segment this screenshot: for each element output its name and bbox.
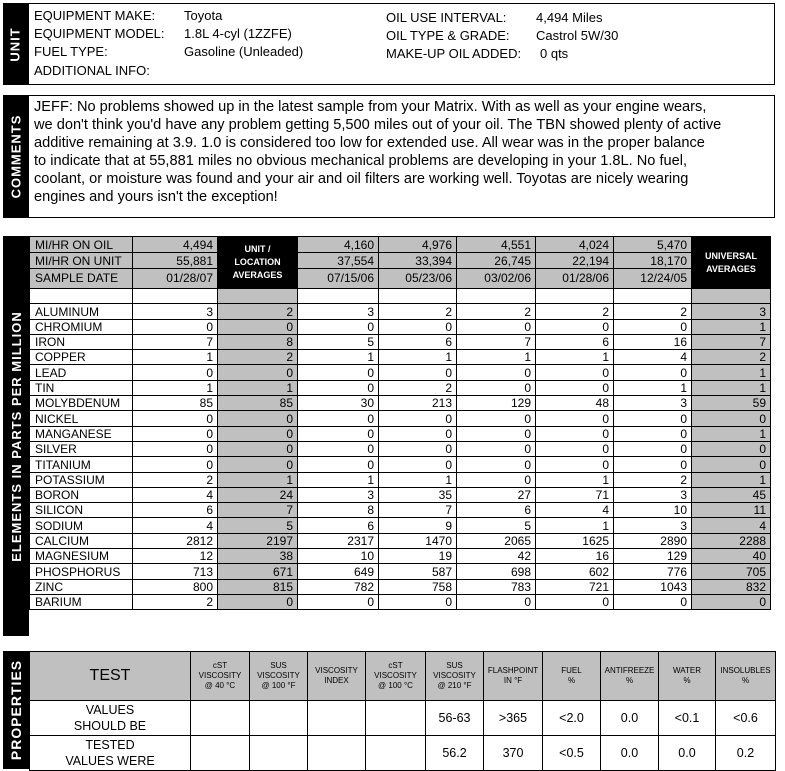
element-name: BORON	[30, 487, 133, 502]
sample-value: 1625	[536, 533, 614, 548]
current-sample-date: 01/28/07	[133, 269, 218, 289]
sample-value: 5	[298, 334, 379, 349]
sample-value: 7	[379, 503, 457, 518]
current-value: 3	[133, 304, 218, 319]
universal-average-value: 11	[692, 503, 771, 518]
element-name: ALUMINUM	[30, 304, 133, 319]
comments-text	[34, 98, 779, 206]
makeup-label: MAKE-UP OIL ADDED:	[386, 46, 522, 61]
unit-average-value: 7	[218, 503, 298, 518]
sample-mi-on-oil: 5,470	[614, 237, 692, 253]
should-be-value	[250, 701, 308, 736]
sample-date: 01/28/06	[536, 269, 614, 289]
sample-date: 03/02/06	[457, 269, 536, 289]
sample-value: 0	[457, 472, 536, 487]
sample-value: 0	[457, 441, 536, 456]
universal-average-value: 7	[692, 334, 771, 349]
unit-average-value: 671	[218, 564, 298, 579]
sample-value: 9	[379, 518, 457, 533]
sample-value: 0	[298, 365, 379, 380]
element-row-tin	[30, 380, 771, 395]
oil-type-label: OIL TYPE & GRADE:	[386, 28, 510, 43]
universal-average-value: 59	[692, 396, 771, 411]
sample-value: 0	[298, 426, 379, 441]
properties-table	[29, 651, 776, 771]
sample-value: 48	[536, 396, 614, 411]
comment-line: additive remaining at 3.9. 1.0 is considered too low for extended use. All wear was in the proper balance	[34, 135, 705, 151]
element-row-silicon	[30, 503, 771, 518]
sample-value: 0	[457, 365, 536, 380]
element-name: ZINC	[30, 579, 133, 594]
should-be-row	[30, 701, 776, 736]
sample-value: 0	[298, 457, 379, 472]
element-row-aluminum	[30, 304, 771, 319]
unit-average-value: 0	[218, 426, 298, 441]
current-value: 2	[133, 594, 218, 609]
sample-value: 35	[379, 487, 457, 502]
current-value: 0	[133, 411, 218, 426]
sample-value: 6	[298, 518, 379, 533]
property-column-header: ANTIFREEZE %	[601, 652, 659, 701]
element-name: POTASSIUM	[30, 472, 133, 487]
mi-on-oil-label: MI/HR ON OIL	[30, 237, 133, 253]
sample-value: 213	[379, 396, 457, 411]
comments-section-label: COMMENTS	[3, 95, 28, 218]
sample-mi-on-unit: 26,745	[457, 253, 536, 269]
sample-value: 0	[298, 594, 379, 609]
unit-average-value: 5	[218, 518, 298, 533]
sample-value: 649	[298, 564, 379, 579]
sample-value: 5	[457, 518, 536, 533]
unit-average-value: 2	[218, 304, 298, 319]
sample-value: 0	[536, 426, 614, 441]
element-name: CHROMIUM	[30, 319, 133, 334]
sample-value: 2890	[614, 533, 692, 548]
sample-value: 0	[536, 594, 614, 609]
element-row-magnesium	[30, 549, 771, 564]
sample-value: 3	[298, 487, 379, 502]
sample-value: 0	[379, 441, 457, 456]
tested-value: 0.2	[716, 736, 776, 771]
element-row-manganese	[30, 426, 771, 441]
sample-value: 1	[379, 350, 457, 365]
universal-average-value: 2	[692, 350, 771, 365]
sample-value: 0	[379, 319, 457, 334]
sample-value: 782	[298, 579, 379, 594]
sample-value: 0	[379, 457, 457, 472]
tested-label: TESTED VALUES WERE	[30, 736, 191, 771]
universal-average-value: 4	[692, 518, 771, 533]
unit-average-value: 85	[218, 396, 298, 411]
sample-value: 0	[379, 365, 457, 380]
properties-section-label: PROPERTIES	[3, 651, 29, 769]
sample-value: 0	[536, 365, 614, 380]
sample-value: 0	[298, 380, 379, 395]
element-row-nickel	[30, 411, 771, 426]
tested-row	[30, 736, 776, 771]
current-mi-on-unit: 55,881	[133, 253, 218, 269]
sample-value: 0	[536, 411, 614, 426]
element-name: NICKEL	[30, 411, 133, 426]
sample-mi-on-unit: 37,554	[298, 253, 379, 269]
should-be-value: 56-63	[426, 701, 484, 736]
tested-value: 56.2	[426, 736, 484, 771]
tested-value	[308, 736, 366, 771]
sample-value: 19	[379, 549, 457, 564]
tested-value	[366, 736, 426, 771]
should-be-value	[191, 701, 250, 736]
sample-mi-on-unit: 18,170	[614, 253, 692, 269]
element-row-chromium	[30, 319, 771, 334]
comment-line: engines and yours isn't the exception!	[34, 189, 278, 205]
sample-value: 27	[457, 487, 536, 502]
sample-value: 1	[379, 472, 457, 487]
fuel-value: Gasoline (Unleaded)	[184, 44, 304, 59]
sample-date: 05/23/06	[379, 269, 457, 289]
element-row-zinc	[30, 579, 771, 594]
sample-date: 07/15/06	[298, 269, 379, 289]
sample-value: 42	[457, 549, 536, 564]
property-column-header: SUS VISCOSITY @ 210 °F	[426, 652, 484, 701]
current-value: 7	[133, 334, 218, 349]
current-value: 85	[133, 396, 218, 411]
sample-value: 1	[614, 380, 692, 395]
make-label: EQUIPMENT MAKE:	[34, 8, 156, 23]
element-name: CALCIUM	[30, 533, 133, 548]
sample-date-label: SAMPLE DATE	[30, 269, 133, 289]
universal-average-value: 1	[692, 319, 771, 334]
universal-average-value: 832	[692, 579, 771, 594]
should-be-value: <0.1	[659, 701, 716, 736]
comment-line: coolant, or moisture was found and your air and oil filters are working well. Toyotas are nicely wearing	[34, 171, 689, 187]
sample-value: 2	[379, 304, 457, 319]
current-value: 1	[133, 380, 218, 395]
spacer-row	[30, 289, 771, 304]
unit-average-value: 0	[218, 441, 298, 456]
unit-section-label: UNIT	[3, 3, 28, 85]
sample-value: 0	[614, 365, 692, 380]
element-row-barium	[30, 594, 771, 609]
tested-value: 0.0	[659, 736, 716, 771]
unit-average-value: 24	[218, 487, 298, 502]
makeup-value: 0 qts	[540, 46, 569, 61]
element-row-lead	[30, 365, 771, 380]
universal-average-value: 1	[692, 365, 771, 380]
property-column-header: SUS VISCOSITY @ 100 °F	[250, 652, 308, 701]
fuel-label: FUEL TYPE:	[34, 44, 108, 59]
property-column-header: INSOLUBLES %	[716, 652, 776, 701]
sample-value: 758	[379, 579, 457, 594]
sample-value: 2	[379, 380, 457, 395]
should-be-label: VALUES SHOULD BE	[30, 701, 191, 736]
sample-value: 0	[457, 457, 536, 472]
current-value: 0	[133, 319, 218, 334]
model-value: 1.8L 4-cyl (1ZZFE)	[184, 26, 292, 41]
elements-section-label: ELEMENTS IN PARTS PER MILLION	[3, 236, 29, 636]
should-be-value: >365	[484, 701, 543, 736]
sample-value: 6	[536, 334, 614, 349]
current-value: 0	[133, 441, 218, 456]
sample-value: 6	[379, 334, 457, 349]
sample-value: 0	[457, 594, 536, 609]
sample-mi-on-oil: 4,976	[379, 237, 457, 253]
current-value: 713	[133, 564, 218, 579]
universal-average-value: 1	[692, 472, 771, 487]
sample-value: 0	[614, 457, 692, 472]
current-value: 4	[133, 487, 218, 502]
element-name: SILICON	[30, 503, 133, 518]
oil-interval-value: 4,494 Miles	[536, 10, 603, 25]
tested-value: 0.0	[601, 736, 659, 771]
unit-average-value: 0	[218, 411, 298, 426]
element-name: BARIUM	[30, 594, 133, 609]
sample-value: 0	[614, 411, 692, 426]
universal-average-value: 0	[692, 594, 771, 609]
sample-value: 129	[457, 396, 536, 411]
sample-value: 16	[614, 334, 692, 349]
element-name: SODIUM	[30, 518, 133, 533]
elements-table	[29, 236, 771, 610]
sample-value: 7	[457, 334, 536, 349]
element-name: TIN	[30, 380, 133, 395]
current-value: 2812	[133, 533, 218, 548]
universal-average-value: 705	[692, 564, 771, 579]
comment-line: we don't think you'd have any problem getting 5,500 miles out of your oil. The TBN showed plenty of active	[34, 117, 722, 133]
sample-value: 0	[614, 441, 692, 456]
unit-averages-header: UNIT / LOCATION AVERAGES	[218, 237, 298, 289]
sample-value: 587	[379, 564, 457, 579]
sample-value: 10	[298, 549, 379, 564]
element-name: PHOSPHORUS	[30, 564, 133, 579]
sample-value: 6	[457, 503, 536, 518]
property-column-header: cST VISCOSITY @ 100 °C	[366, 652, 426, 701]
sample-value: 71	[536, 487, 614, 502]
universal-average-value: 0	[692, 457, 771, 472]
unit-average-value: 38	[218, 549, 298, 564]
sample-value: 0	[536, 380, 614, 395]
sample-value: 0	[614, 426, 692, 441]
element-row-copper	[30, 350, 771, 365]
universal-average-value: 1	[692, 380, 771, 395]
sample-value: 2	[536, 304, 614, 319]
universal-average-value: 0	[692, 411, 771, 426]
sample-value: 2	[457, 304, 536, 319]
sample-value: 0	[298, 441, 379, 456]
sample-value: 0	[536, 441, 614, 456]
current-value: 12	[133, 549, 218, 564]
tested-value: 370	[484, 736, 543, 771]
element-row-potassium	[30, 472, 771, 487]
sample-value: 0	[298, 411, 379, 426]
sample-mi-on-oil: 4,024	[536, 237, 614, 253]
should-be-value: <2.0	[543, 701, 601, 736]
current-value: 6	[133, 503, 218, 518]
sample-value: 0	[536, 319, 614, 334]
sample-value: 30	[298, 396, 379, 411]
sample-value: 3	[614, 396, 692, 411]
universal-average-value: 45	[692, 487, 771, 502]
sample-value: 2317	[298, 533, 379, 548]
unit-average-value: 0	[218, 319, 298, 334]
current-value: 0	[133, 457, 218, 472]
sample-value: 0	[298, 319, 379, 334]
mi-on-oil-row	[30, 237, 771, 253]
tested-value	[191, 736, 250, 771]
element-row-silver	[30, 441, 771, 456]
universal-average-value: 2288	[692, 533, 771, 548]
sample-date-row	[30, 269, 771, 289]
current-value: 2	[133, 472, 218, 487]
universal-average-value: 1	[692, 426, 771, 441]
unit-average-value: 2	[218, 350, 298, 365]
test-header: TEST	[30, 652, 191, 701]
sample-value: 0	[614, 319, 692, 334]
element-name: COPPER	[30, 350, 133, 365]
current-value: 4	[133, 518, 218, 533]
unit-average-value: 0	[218, 457, 298, 472]
element-name: IRON	[30, 334, 133, 349]
element-row-boron	[30, 487, 771, 502]
sample-value: 2	[614, 472, 692, 487]
sample-value: 0	[379, 426, 457, 441]
sample-value: 1470	[379, 533, 457, 548]
sample-value: 3	[614, 487, 692, 502]
element-row-titanium	[30, 457, 771, 472]
sample-value: 0	[457, 411, 536, 426]
universal-averages-header: UNIVERSAL AVERAGES	[692, 237, 771, 289]
should-be-value	[308, 701, 366, 736]
sample-value: 1	[298, 472, 379, 487]
current-value: 0	[133, 426, 218, 441]
universal-average-value: 3	[692, 304, 771, 319]
element-name: SILVER	[30, 441, 133, 456]
sample-value: 1	[536, 518, 614, 533]
sample-value: 3	[614, 518, 692, 533]
sample-value: 1	[536, 350, 614, 365]
sample-mi-on-unit: 22,194	[536, 253, 614, 269]
sample-value: 8	[298, 503, 379, 518]
sample-value: 2	[614, 304, 692, 319]
oil-interval-label: OIL USE INTERVAL:	[386, 10, 507, 25]
sample-value: 698	[457, 564, 536, 579]
unit-average-value: 1	[218, 472, 298, 487]
element-name: TITANIUM	[30, 457, 133, 472]
additional-label: ADDITIONAL INFO:	[34, 63, 150, 78]
current-value: 0	[133, 365, 218, 380]
unit-average-value: 1	[218, 380, 298, 395]
tested-value	[250, 736, 308, 771]
unit-average-value: 815	[218, 579, 298, 594]
should-be-value: 0.0	[601, 701, 659, 736]
sample-value: 776	[614, 564, 692, 579]
property-column-header: VISCOSITY INDEX	[308, 652, 366, 701]
element-name: MANGANESE	[30, 426, 133, 441]
sample-value: 602	[536, 564, 614, 579]
make-value: Toyota	[184, 8, 223, 23]
sample-mi-on-oil: 4,551	[457, 237, 536, 253]
element-row-molybdenum	[30, 396, 771, 411]
unit-average-value: 0	[218, 594, 298, 609]
sample-value: 0	[614, 594, 692, 609]
element-row-calcium	[30, 533, 771, 548]
sample-value: 4	[614, 350, 692, 365]
sample-value: 0	[536, 457, 614, 472]
comment-line: JEFF: No problems showed up in the latest sample from your Matrix. With as well as your engine wears,	[34, 99, 707, 115]
sample-value: 783	[457, 579, 536, 594]
sample-value: 129	[614, 549, 692, 564]
property-column-header: WATER %	[659, 652, 716, 701]
sample-value: 1	[298, 350, 379, 365]
unit-average-value: 2197	[218, 533, 298, 548]
mi-on-unit-row	[30, 253, 771, 269]
tested-value: <0.5	[543, 736, 601, 771]
sample-value: 10	[614, 503, 692, 518]
sample-value: 2065	[457, 533, 536, 548]
sample-value: 721	[536, 579, 614, 594]
sample-value: 1	[536, 472, 614, 487]
property-column-header: FLASHPOINT IN °F	[484, 652, 543, 701]
sample-mi-on-oil: 4,160	[298, 237, 379, 253]
unit-average-value: 0	[218, 365, 298, 380]
current-value: 800	[133, 579, 218, 594]
unit-average-value: 8	[218, 334, 298, 349]
sample-value: 4	[536, 503, 614, 518]
property-column-header: cST VISCOSITY @ 40 °C	[191, 652, 250, 701]
element-name: MAGNESIUM	[30, 549, 133, 564]
element-row-sodium	[30, 518, 771, 533]
model-label: EQUIPMENT MODEL:	[34, 26, 165, 41]
should-be-value: <0.6	[716, 701, 776, 736]
element-row-phosphorus	[30, 564, 771, 579]
current-mi-on-oil: 4,494	[133, 237, 218, 253]
sample-value: 0	[457, 426, 536, 441]
oil-type-value: Castrol 5W/30	[536, 28, 619, 43]
mi-on-unit-label: MI/HR ON UNIT	[30, 253, 133, 269]
current-value: 1	[133, 350, 218, 365]
sample-value: 16	[536, 549, 614, 564]
sample-value: 0	[457, 319, 536, 334]
comment-line: to indicate that at 55,881 miles no obvious mechanical problems are developing in your 1.8L. No fuel,	[34, 153, 688, 169]
sample-mi-on-unit: 33,394	[379, 253, 457, 269]
universal-average-value: 0	[692, 441, 771, 456]
sample-value: 0	[379, 594, 457, 609]
element-name: MOLYBDENUM	[30, 396, 133, 411]
element-row-iron	[30, 334, 771, 349]
sample-date: 12/24/05	[614, 269, 692, 289]
property-column-header: FUEL %	[543, 652, 601, 701]
element-name: LEAD	[30, 365, 133, 380]
sample-value: 0	[457, 380, 536, 395]
sample-value: 0	[379, 411, 457, 426]
properties-header-row	[30, 652, 776, 701]
sample-value: 1	[457, 350, 536, 365]
universal-average-value: 40	[692, 549, 771, 564]
should-be-value	[366, 701, 426, 736]
sample-value: 1043	[614, 579, 692, 594]
sample-value: 3	[298, 304, 379, 319]
